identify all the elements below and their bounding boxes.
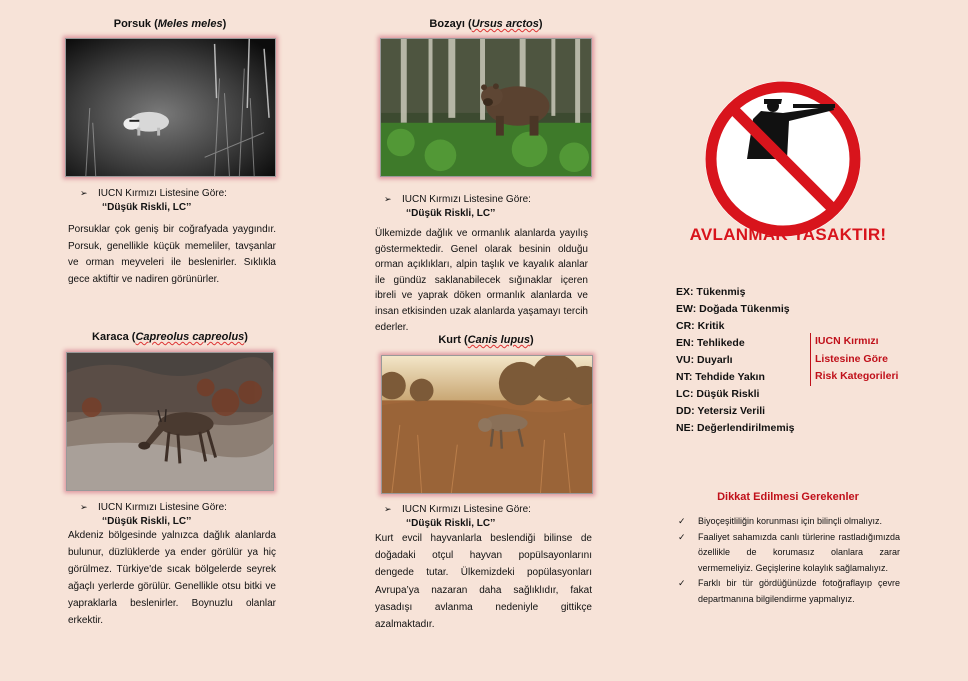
- iucn-status-roe-deer: ➢ IUCN Kırmızı Listesine Göre: ‘‘Düşük Riskli, LC’’: [80, 502, 227, 527]
- checkmark-icon: ✓: [678, 531, 686, 542]
- animal-scientific-name: Ursus arctos: [471, 18, 539, 30]
- animal-title-badger: Porsuk (Meles meles): [113, 18, 227, 30]
- iucn-status-wolf: ➢ IUCN Kırmızı Listesine Göre: ‘‘Düşük Riskli, LC’’: [384, 504, 531, 529]
- notes-title: Dikkat Edilmesi Gerekenler: [717, 491, 859, 503]
- animal-scientific-name: Canis lupus: [467, 334, 530, 346]
- badger-description: Porsuklar çok geniş bir coğrafyada yaygındır. Porsuk, genellikle küçük memeliler, tavşanlar ve orman meyveleri ile beslenirler. Sıklıkla gece aktiftir ve nadiren görünürler.: [68, 224, 276, 285]
- roe-deer-description: Akdeniz bölgesinde yalnızca dağlık alanlarda bulunur, düzlüklerde ya ender görülür ya hiç görülmez. Türkiye'de sıcak bölgelerde seyrek ağaçlı yerlerde görülür. Genellikle otsu bitki ve yapraklarla beslenirler. Boynuzlu olanlar erkektir.: [68, 530, 276, 626]
- brown-bear-description: Ülkemizde dağlık ve ormanlık alanlarda yayılış göstermektedir. Genel olarak besinin olduğu orman açıklıkları, alpin taşlık ve kayalık alanlar ile gündüz saklanabilecek sığınaklar içeren ibreli ve yaprak döken ormanlık alanlarda ve insan etkisinden uzak alanlarda yaşamayı tercih ederler.: [375, 228, 588, 333]
- no-hunting-sign-icon: [703, 79, 863, 239]
- animal-title-roe-deer: Karaca (Capreolus capreolus): [92, 331, 248, 343]
- arrow-bullet-icon: ➢: [384, 504, 392, 514]
- iucn-status-badger: ➢ IUCN Kırmızı Listesine Göre: ‘‘Düşük Riskli, LC’’: [80, 188, 227, 213]
- animal-title-brown-bear: Bozayı (Ursus arctos): [429, 18, 543, 30]
- category-item: EW: Doğada Tükenmiş: [676, 303, 790, 315]
- animal-title-wolf: Kurt (Canis lupus): [438, 334, 534, 346]
- notes-checklist: [676, 514, 900, 607]
- category-item: NE: Değerlendirilmemiş: [676, 422, 795, 434]
- category-item: VU: Duyarlı: [676, 354, 733, 366]
- category-item: EN: Tehlikede: [676, 337, 745, 349]
- list-item: ✓ Farklı bir tür gördüğünüzde fotoğraflayıp çevre departmanına bilgilendirme yapmalıyız.: [678, 578, 900, 604]
- category-item: EX: Tükenmiş: [676, 286, 746, 298]
- animal-common-name: Bozayı: [429, 18, 465, 30]
- arrow-bullet-icon: ➢: [384, 194, 392, 204]
- list-item: ✓ Faaliyet sahamızda canlı türlerine rastladığımızda özellikle de korumasız olanlara zarar vermemeliyiz. Geçişlerine kolaylık sağlamalıyız.: [678, 531, 900, 573]
- iucn-categories-label: IUCN Kırmızı Listesine Göre Risk Kategorileri: [810, 333, 920, 386]
- animal-common-name: Porsuk: [113, 18, 152, 30]
- no-hunting-heading: AVLANMAK YASAKTIR!: [689, 225, 887, 244]
- arrow-bullet-icon: ➢: [80, 502, 88, 512]
- animal-common-name: Karaca: [92, 331, 129, 343]
- category-item: CR: Kritik: [676, 320, 725, 332]
- iucn-status-brown-bear: ➢ IUCN Kırmızı Listesine Göre: ‘‘Düşük Riskli, LC’’: [384, 194, 531, 219]
- roe-deer-photo: [66, 352, 274, 491]
- category-item: DD: Yetersiz Verili: [676, 405, 766, 417]
- badger-photo: [65, 38, 276, 177]
- brown-bear-photo: [380, 38, 592, 177]
- category-item: LC: Düşük Riskli: [676, 388, 760, 400]
- list-item: ✓ Biyoçeşitliliğin korunması için bilinçli olmalıyız.: [676, 514, 900, 530]
- wolf-photo: [381, 355, 593, 494]
- checkmark-icon: ✓: [678, 578, 686, 588]
- category-item: NT: Tehdide Yakın: [676, 371, 765, 383]
- animal-scientific-name: Meles meles: [157, 18, 223, 30]
- iucn-categories-list: [676, 284, 816, 437]
- arrow-bullet-icon: ➢: [80, 188, 88, 198]
- animal-scientific-name: Capreolus capreolus: [135, 331, 245, 343]
- animal-common-name: Kurt: [438, 334, 461, 346]
- checkmark-icon: ✓: [678, 516, 686, 526]
- wolf-description: Kurt evcil hayvanlarla beslendiği bilinse de doğadaki otçul hayvan popülsayonlarını dengede tutar. Ülkemizdeki popülasyonları Avrupa’ya nazaran daha sağlıklıdır, fakat yasadışı avlanma nedeniyle gittikçe azalmaktadır.: [375, 533, 592, 631]
